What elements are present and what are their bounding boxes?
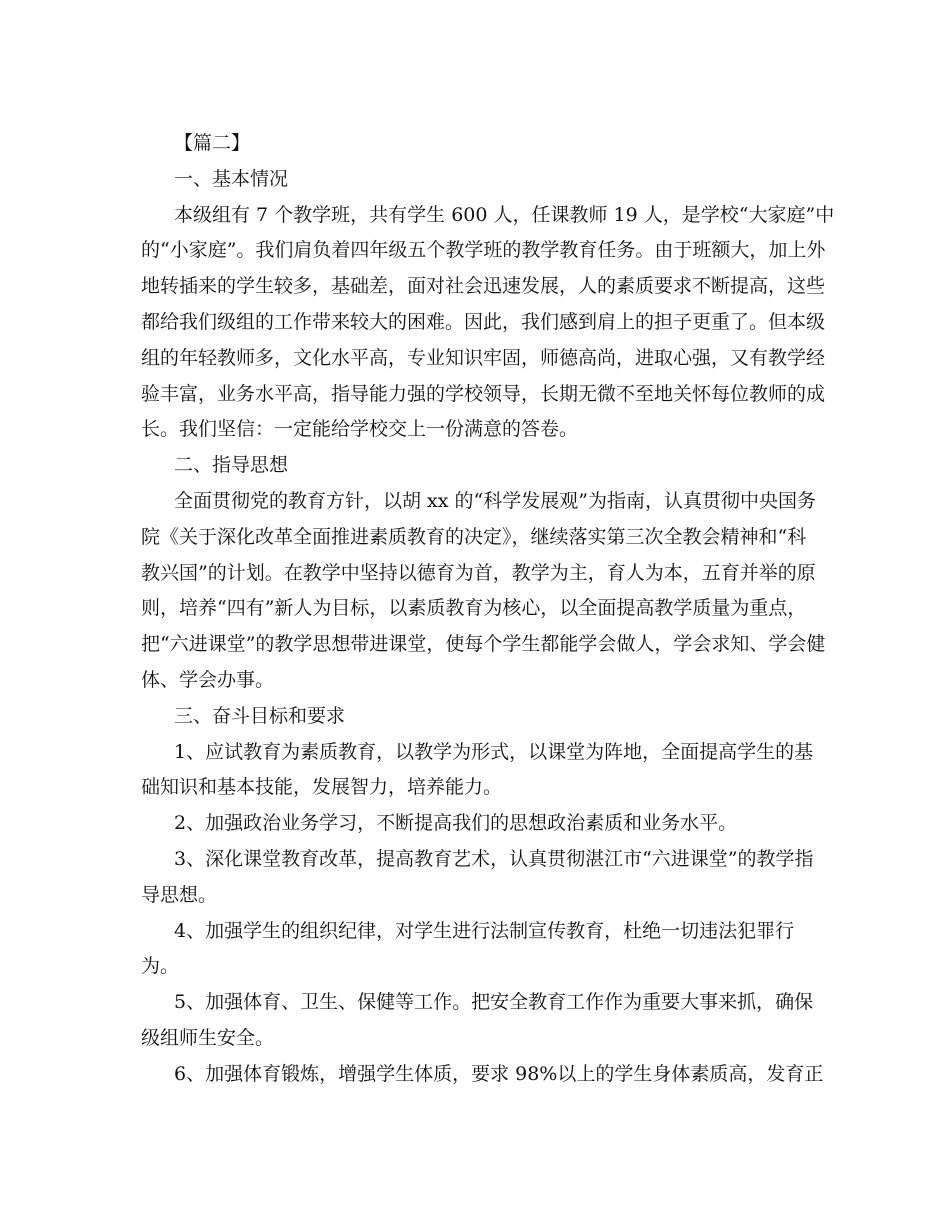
paragraph-lines: [141, 162, 835, 1093]
document-body: [141, 126, 835, 1093]
text-line: 5、加强体育、卫生、保健等工作。把安全教育工作作为重要大事来抓，确保: [174, 991, 814, 1014]
text-line: 教兴国”的计划。在教学中坚持以德育为首，教学为主，育人为本，五育并举的原: [141, 561, 816, 584]
text-line: 验丰富，业务水平高，指导能力强的学校领导，长期无微不至地关怀每位教师的成: [141, 382, 826, 405]
text-line: 都给我们级组的工作带来较大的困难。因此，我们感到肩上的担子更重了。但本级: [141, 310, 826, 333]
text-line: 三、奋斗目标和要求: [174, 704, 346, 727]
text-line: 导思想。: [141, 883, 218, 906]
text-line: 级组师生安全。: [141, 1026, 275, 1049]
text-line: 3、深化课堂教育改革，提高教育艺术，认真贯彻湛江市“六进课堂”的教学指: [174, 847, 814, 870]
text-line: 础知识和基本技能，发展智力，培养能力。: [141, 776, 503, 799]
text-line: 组的年轻教师多，文化水平高，专业知识牢固，师德高尚，进取心强，又有教学经: [141, 346, 826, 369]
text-line: 二、指导思想: [174, 454, 289, 477]
text-line: 的“小家庭”。我们肩负着四年级五个教学班的教学教育任务。由于班额大，加上外: [141, 239, 826, 262]
text-line: 长。我们坚信：一定能给学校交上一份满意的答卷。: [141, 418, 579, 441]
text-line: 1、应试教育为素质教育，以教学为形式，以课堂为阵地，全面提高学生的基: [174, 740, 814, 763]
text-line: 全面贯彻党的教育方针，以胡 xx 的“科学发展观”为指南，认真贯彻中央国务: [174, 489, 816, 512]
text-line: 4、加强学生的组织纪律，对学生进行法制宣传教育，杜绝一切违法犯罪行: [174, 919, 795, 942]
text-line: 为。: [141, 955, 180, 978]
text-line: 本级组有 7 个教学班，共有学生 600 人，任课教师 19 人，是学校“大家庭”中: [174, 203, 835, 226]
text-line: 一、基本情况: [174, 167, 289, 190]
text-line: 院《关于深化改革全面推进素质教育的决定》，继续落实第三次全教会精神和“科: [141, 525, 807, 548]
text-line: 体、学会办事。: [141, 668, 275, 691]
text-line: 则，培养“四有”新人为目标，以素质教育为核心，以全面提高教学质量为重点，: [141, 597, 807, 620]
section-tag: 【篇二】: [174, 132, 251, 154]
text-line: 把“六进课堂”的教学思想带进课堂，使每个学生都能学会做人，学会求知、学会健: [141, 633, 826, 656]
text-line: 地转插来的学生较多，基础差，面对社会迅速发展，人的素质要求不断提高，这些: [141, 275, 826, 298]
text-line: 6、加强体育锻炼，增强学生体质，要求 98%以上的学生身体素质高，发育正: [174, 1062, 824, 1085]
text-line: 2、加强政治业务学习，不断提高我们的思想政治素质和业务水平。: [174, 812, 738, 835]
